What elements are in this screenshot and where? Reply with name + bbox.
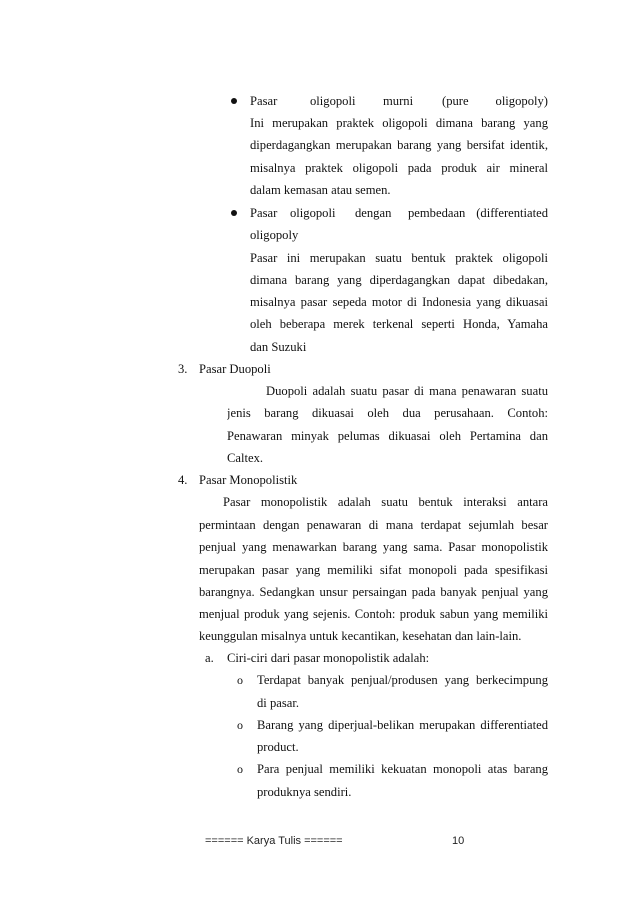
bullet2-line: Pasar ini merupakan suatu bentuk praktek oligopoli (250, 251, 548, 265)
bullet-icon (231, 210, 237, 216)
word: murni (383, 94, 414, 108)
bullet1-line: diperdagangkan merupakan barang yang bersifat identik, (250, 138, 548, 152)
section-heading: Pasar Monopolistik (199, 473, 298, 487)
word: (differentiated (476, 206, 548, 220)
word: oligopoli (310, 94, 356, 108)
bullet2-line: dan Suzuki (250, 340, 307, 354)
bullet2-line: oleh beberapa merek terkenal seperti Honda, Yamaha (250, 317, 548, 331)
list-item-line: product. (257, 740, 299, 754)
word: Pasar (250, 206, 278, 220)
paragraph-line: Duopoli adalah suatu pasar di mana penawaran suatu (266, 384, 548, 398)
word: Pasar (250, 94, 278, 108)
paragraph-line: Penawaran minyak pelumas dikuasai oleh Pertamina dan (227, 429, 548, 443)
circle-bullet-icon: o (237, 673, 243, 687)
bullet-icon (231, 98, 237, 104)
list-item-line: Para penjual memiliki kekuatan monopoli atas barang (257, 762, 548, 776)
bullet2-line: misalnya pasar sepeda motor di Indonesia yang dikuasai (250, 295, 548, 309)
section-number: 3. (178, 362, 188, 376)
paragraph-line: permintaan dengan penawaran di mana terdapat sejumlah besar (199, 518, 548, 532)
paragraph-line: merupakan pasar yang memiliki sifat monopoli pada spesifikasi (199, 563, 548, 577)
paragraph-line: Caltex. (227, 451, 264, 465)
list-item-line: di pasar. (257, 696, 299, 710)
section-heading: Pasar Duopoli (199, 362, 271, 376)
list-item-line: Terdapat banyak penjual/produsen yang berkecimpung (257, 673, 548, 687)
bullet1-line: misalnya praktek oligopoli pada produk air mineral (250, 161, 548, 175)
bullet2-title-cont: oligopoly (250, 228, 299, 242)
bullet2-line: dimana barang yang diperdagangkan dapat dibedakan, (250, 273, 548, 287)
list-item-line: produknya sendiri. (257, 785, 352, 799)
sub-heading: Ciri-ciri dari pasar monopolistik adalah: (227, 651, 430, 665)
word: dengan (355, 206, 392, 220)
word: (pure (442, 94, 469, 108)
bullet1-line: Ini merupakan praktek oligopoli dimana barang yang (250, 116, 548, 130)
word: oligopoly) (495, 94, 548, 108)
section-number: 4. (178, 473, 188, 487)
paragraph-line: barangnya. Sedangkan unsur persaingan pada banyak penjual yang (199, 585, 548, 599)
sub-letter: a. (205, 651, 214, 665)
paragraph-line: Pasar monopolistik adalah suatu bentuk interaksi antara (223, 495, 548, 509)
footer-label: ====== Karya Tulis ====== (205, 835, 343, 847)
bullet1-line: dalam kemasan atau semen. (250, 183, 391, 197)
circle-bullet-icon: o (237, 718, 243, 732)
circle-bullet-icon: o (237, 762, 243, 776)
list-item-line: Barang yang diperjual-belikan merupakan differentiated (257, 718, 548, 732)
paragraph-line: penjual yang menawarkan barang yang sama. Pasar monopolistik (199, 540, 548, 554)
paragraph-line: menjual produk yang sejenis. Contoh: produk sabun yang memiliki (199, 607, 548, 621)
word: oligopoli (290, 206, 336, 220)
page-number: 10 (452, 835, 465, 847)
paragraph-line: keunggulan misalnya untuk kecantikan, kesehatan dan lain-lain. (199, 629, 522, 643)
word: pembedaan (408, 206, 466, 220)
paragraph-line: jenis barang dikuasai oleh dua perusahaan. Contoh: (227, 406, 548, 420)
